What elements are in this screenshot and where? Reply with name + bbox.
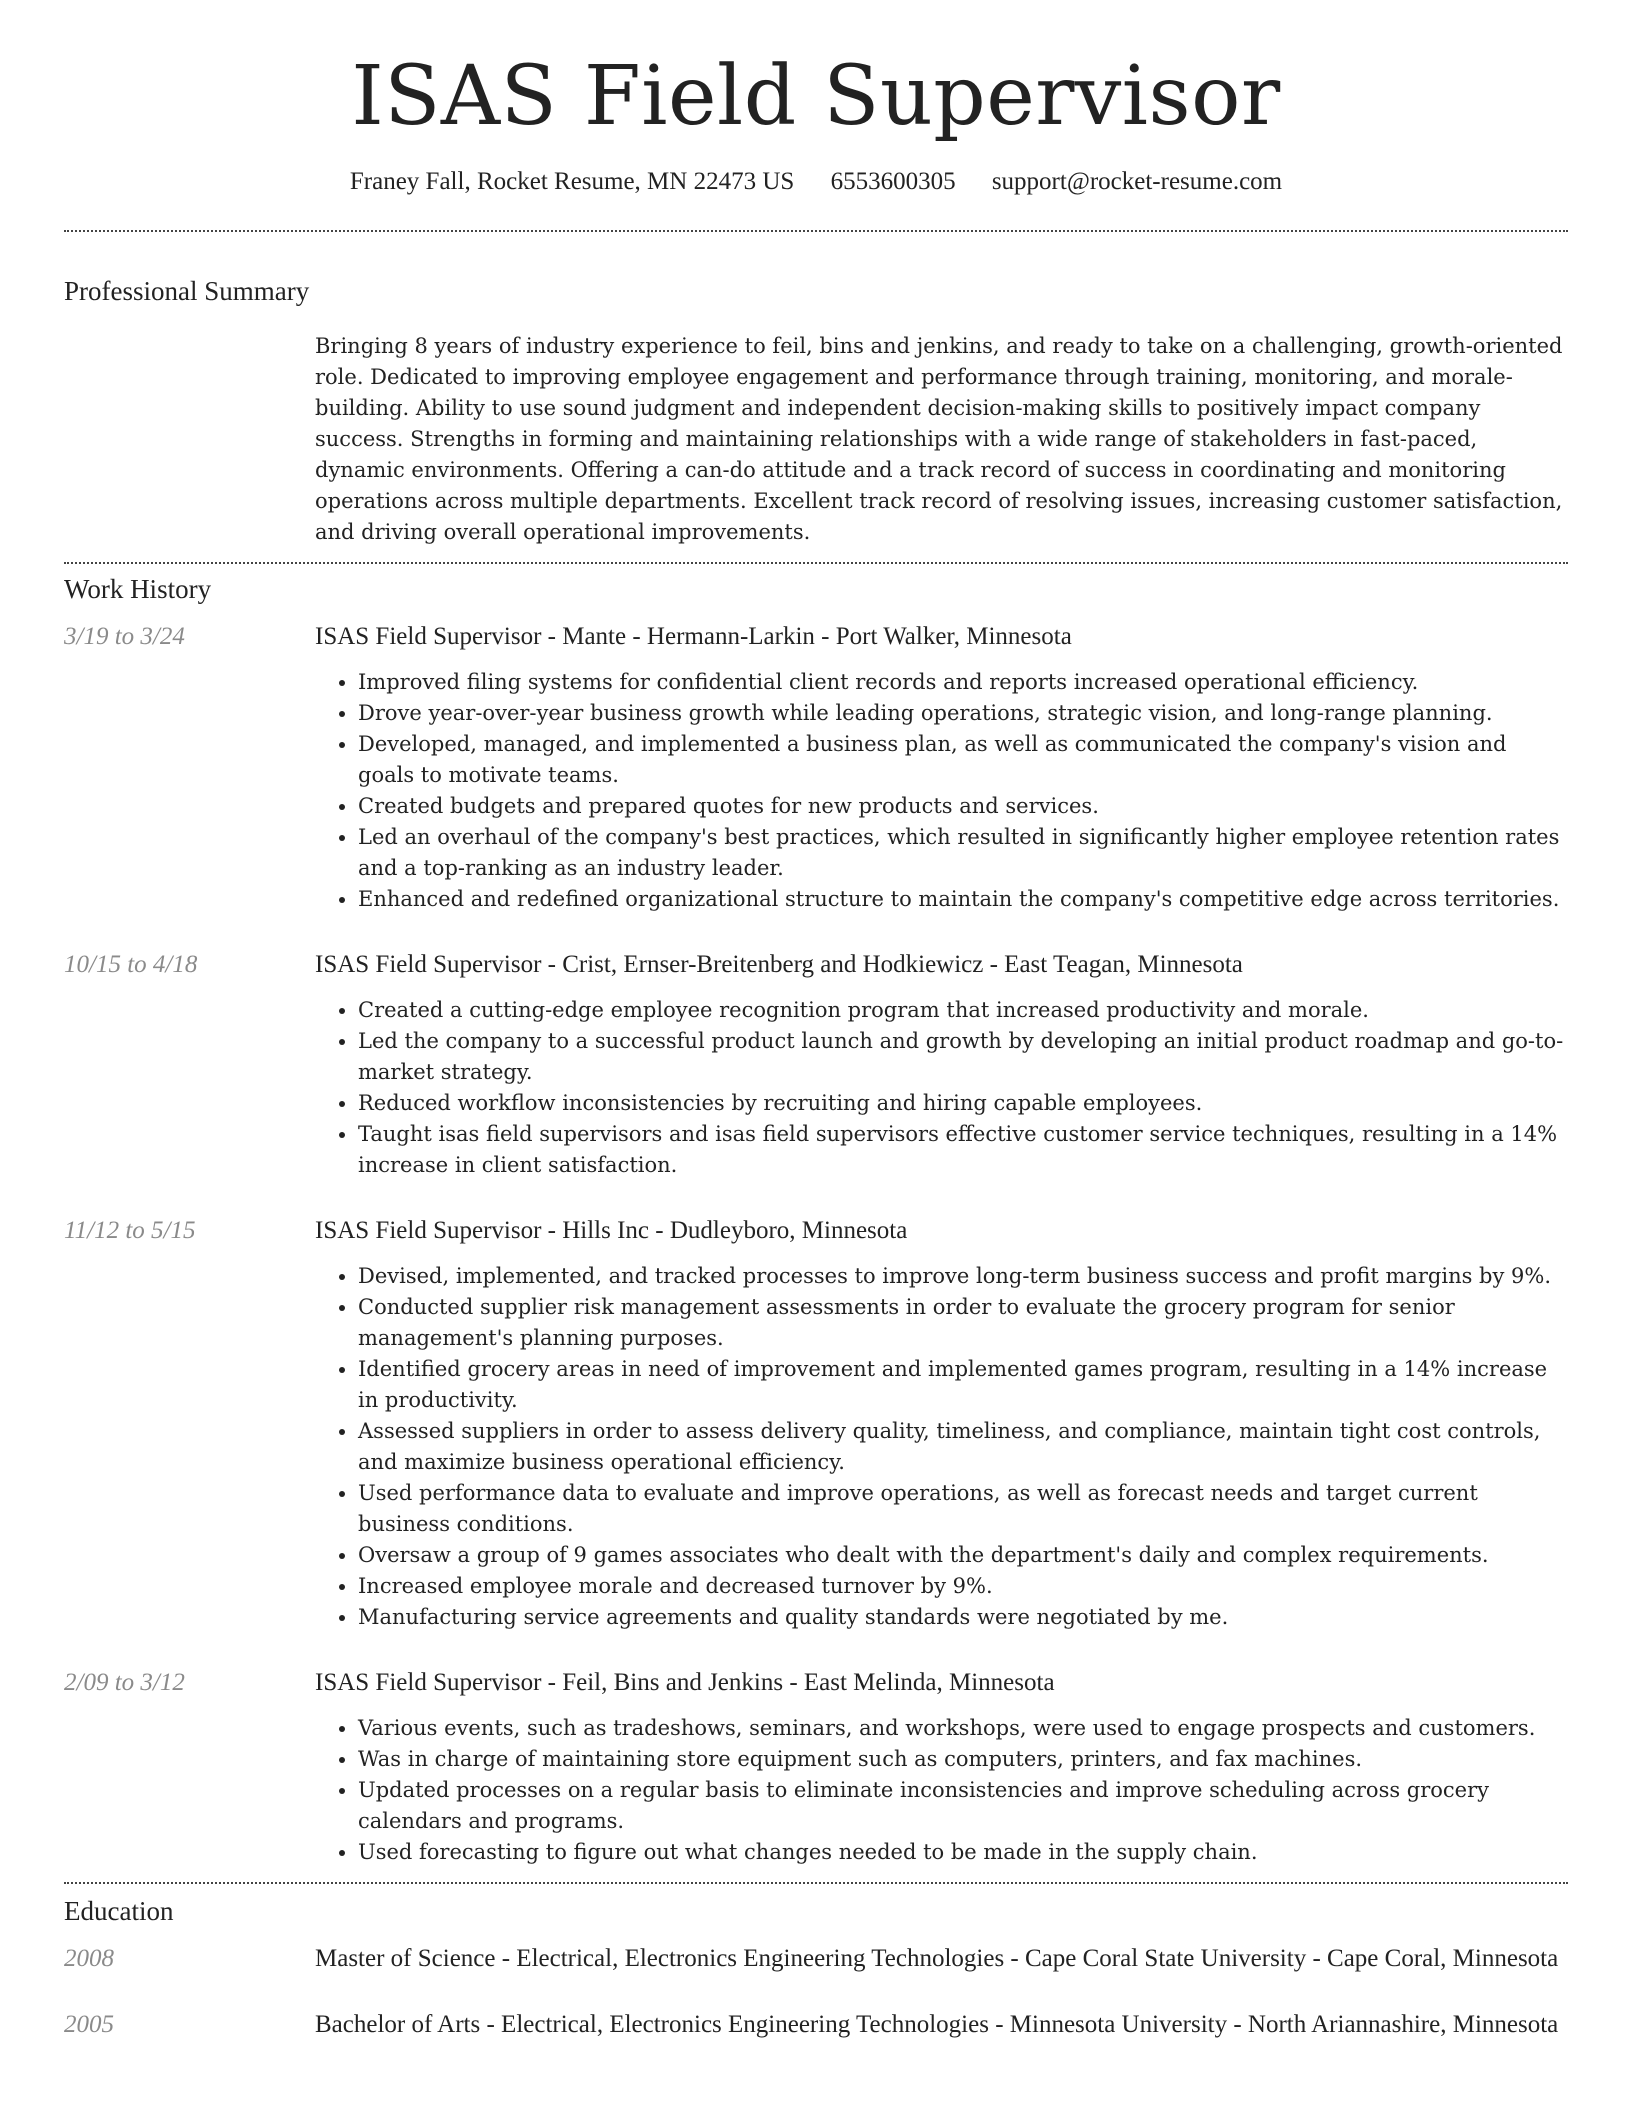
job-dates: 10/15 to 4/18 [64,951,198,979]
job-bullet: • Drove year-over-year business growth while leading operations, strategic vision, and long-range planning. [358,698,1568,729]
job-entry [64,619,1568,915]
job-dates: 2/09 to 3/12 [64,1669,185,1697]
summary-text: Bringing 8 years of industry experience to feil, bins and jenkins, and ready to take on a challenging, growth-oriented role. Dedicated to improving employee engagement and performance through training, monitoring, and morale-building. Ability to use sound judgment and independent decision-making skills to positively impact company success. Strengths in forming and maintaining relationships with a wide range of stakeholders in fast-paced, dynamic environments. Offering a can-do attitude and a track record of success in coordinating and monitoring operations across multiple departments. Excellent track record of resolving issues, increasing customer satisfaction, and driving overall operational improvements. [315,334,1563,545]
job-bullet: • Manufacturing service agreements and quality standards were negotiated by me. [358,1602,1568,1633]
job-bullet: • Updated processes on a regular basis to eliminate inconsistencies and improve scheduling across grocery calendars and programs. [358,1775,1568,1837]
job-bullet: • Used performance data to evaluate and improve operations, as well as forecast needs and target current business conditions. [358,1478,1568,1540]
divider [64,562,1568,564]
job-entry [64,947,1568,1181]
divider [64,1882,1568,1884]
job-bullet: • Taught isas field supervisors and isas field supervisors effective customer service techniques, resulting in a 14% increase in client satisfaction. [358,1119,1568,1181]
job-body [315,947,1568,1181]
job-bullets [315,1261,1568,1633]
job-bullet: • Various events, such as tradeshows, seminars, and workshops, were used to engage prospects and customers. [358,1713,1568,1744]
contact-phone: 6553600305 [830,168,956,196]
job-bullet: • Led the company to a successful product launch and growth by developing an initial product roadmap and go-to-market strategy. [358,1026,1568,1088]
job-bullet: • Conducted supplier risk management assessments in order to evaluate the grocery program for senior management's planning purposes. [358,1292,1568,1354]
job-bullet: • Reduced workflow inconsistencies by recruiting and hiring capable employees. [358,1088,1568,1119]
education-year: 2005 [64,2011,114,2039]
work-history-list [64,619,1568,1868]
job-entry [64,1665,1568,1868]
job-body [315,619,1568,915]
education-heading-text: Bachelor of Arts - Electrical, Electronics Engineering Technologies - Minnesota University - North Ariannashire, Minnesota [315,2011,1559,2039]
summary-heading: Professional Summary [64,276,310,307]
job-heading: ISAS Field Supervisor - Hills Inc - Dudleyboro, Minnesota [315,1217,908,1245]
job-bullets [315,667,1568,915]
education-year: 2008 [64,1945,114,1973]
job-heading: ISAS Field Supervisor - Mante - Hermann-Larkin - Port Walker, Minnesota [315,623,1072,651]
job-bullet: • Created budgets and prepared quotes for new products and services. [358,791,1568,822]
contact-email: support@rocket-resume.com [991,168,1283,196]
job-bullets [315,995,1568,1181]
contact-line [64,168,1568,196]
job-bullet: • Developed, managed, and implemented a business plan, as well as communicated the company's vision and goals to motivate teams. [358,729,1568,791]
education-heading-text: Master of Science - Electrical, Electronics Engineering Technologies - Cape Coral State University - Cape Coral, Minnesota [315,1945,1559,1973]
job-entry [64,1213,1568,1633]
education-heading: Education [64,1896,174,1927]
contact-address: Franey Fall, Rocket Resume, MN 22473 US [349,168,795,196]
job-bullet: • Enhanced and redefined organizational structure to maintain the company's competitive edge across territories. [358,884,1568,915]
job-bullet: • Oversaw a group of 9 games associates who dealt with the department's daily and complex requirements. [358,1540,1568,1571]
education-entry [64,1941,1568,1977]
job-bullet: • Was in charge of maintaining store equipment such as computers, printers, and fax machines. [358,1744,1568,1775]
job-bullet: • Improved filing systems for confidential client records and reports increased operational efficiency. [358,667,1568,698]
divider [64,230,1568,232]
job-body [315,1665,1568,1868]
job-bullet: • Led an overhaul of the company's best practices, which resulted in significantly higher employee retention rates and a top-ranking as an industry leader. [358,822,1568,884]
job-heading: ISAS Field Supervisor - Feil, Bins and Jenkins - East Melinda, Minnesota [315,1669,1055,1697]
candidate-name: ISAS Field Supervisor [351,49,1281,144]
job-bullet: • Identified grocery areas in need of improvement and implemented games program, resulting in a 14% increase in productivity. [358,1354,1568,1416]
job-bullet: • Created a cutting-edge employee recognition program that increased productivity and morale. [358,995,1568,1026]
job-bullet: • Devised, implemented, and tracked processes to improve long-term business success and profit margins by 9%. [358,1261,1568,1292]
job-dates: 3/19 to 3/24 [64,623,185,651]
job-bullets [315,1713,1568,1868]
education-list [64,1941,1568,2043]
job-bullet: • Used forecasting to figure out what changes needed to be made in the supply chain. [358,1837,1568,1868]
job-dates: 11/12 to 5/15 [64,1217,196,1245]
job-bullet: • Assessed suppliers in order to assess delivery quality, timeliness, and compliance, maintain tight cost controls, and maximize business operational efficiency. [358,1416,1568,1478]
job-bullet: • Increased employee morale and decreased turnover by 9%. [358,1571,1568,1602]
education-entry [64,2007,1568,2043]
job-heading: ISAS Field Supervisor - Crist, Ernser-Breitenberg and Hodkiewicz - East Teagan, Minnesota [315,951,1243,979]
work-history-heading: Work History [64,574,212,605]
job-body [315,1213,1568,1633]
